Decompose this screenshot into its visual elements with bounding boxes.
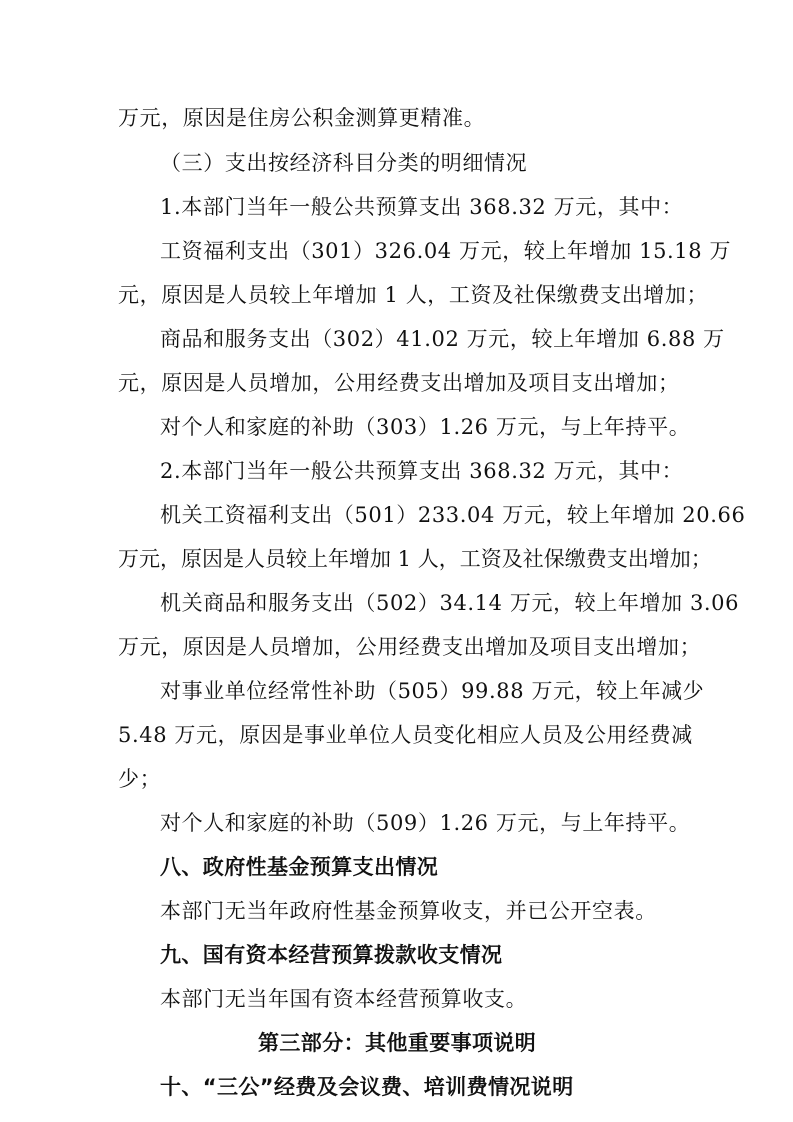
paragraph-line: 本部门无当年国有资本经营预算收支。 [160,987,528,1011]
paragraph-line: 工资福利支出（301）326.04 万元，较上年增加 15.18 万 [160,239,732,263]
paragraph-line: 1.本部门当年一般公共预算支出 368.32 万元，其中： [160,195,684,219]
section-heading: 十、“三公”经费及会议费、培训费情况说明 [160,1075,574,1099]
paragraph-line: 万元，原因是住房公积金测算更精准。 [118,106,486,130]
paragraph-line: 元，原因是人员较上年增加 1 人，工资及社保缴费支出增加； [118,283,709,307]
paragraph-line: 机关工资福利支出（501）233.04 万元，较上年增加 20.66 [160,503,746,527]
paragraph-line: 2.本部门当年一般公共预算支出 368.32 万元，其中： [160,459,684,483]
paragraph-line: 万元，原因是人员较上年增加 1 人，工资及社保缴费支出增加； [118,547,712,571]
section-heading: 八、政府性基金预算支出情况 [160,855,439,879]
paragraph-line: 对事业单位经常性补助（505）99.88 万元，较上年减少 [160,679,705,703]
paragraph-line: 对个人和家庭的补助（509）1.26 万元，与上年持平。 [160,811,691,835]
paragraph-line: 本部门无当年政府性基金预算收支，并已公开空表。 [160,899,657,923]
section-heading: （三）支出按经济科目分类的明细情况 [160,151,528,175]
part-heading: 第三部分：其他重要事项说明 [258,1031,537,1055]
paragraph-line: 元，原因是人员增加，公用经费支出增加及项目支出增加； [118,371,680,395]
paragraph-line: 少； [118,767,162,791]
section-heading: 九、国有资本经营预算拨款收支情况 [160,943,503,967]
paragraph-line: 对个人和家庭的补助（303）1.26 万元，与上年持平。 [160,415,691,439]
paragraph-line: 商品和服务支出（302）41.02 万元，较上年增加 6.88 万 [160,327,725,351]
paragraph-line: 机关商品和服务支出（502）34.14 万元，较上年增加 3.06 [160,591,740,615]
paragraph-line: 万元，原因是人员增加，公用经费支出增加及项目支出增加； [118,635,702,659]
paragraph-line: 5.48 万元，原因是事业单位人员变化相应人员及公用经费减 [118,723,693,747]
